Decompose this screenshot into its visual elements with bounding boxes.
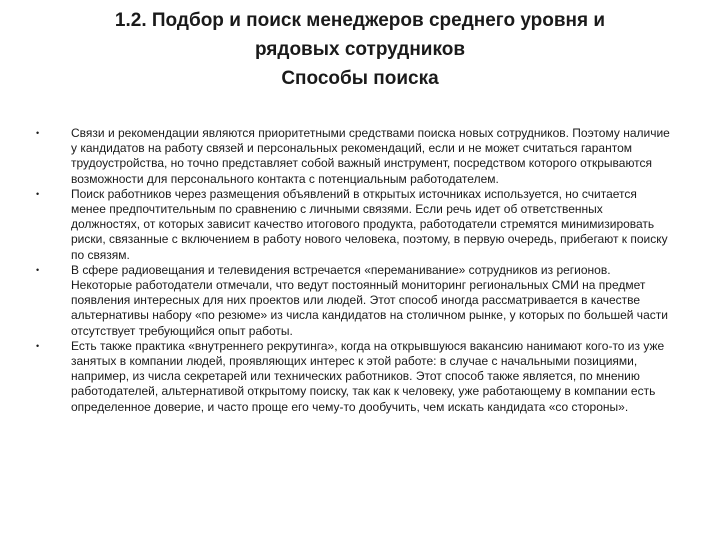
bullet-item-4	[0, 339, 720, 415]
bullet-dot-icon: •	[36, 128, 40, 138]
slide-title	[40, 6, 680, 93]
bullet-text: Связи и рекомендации являются приоритетными средствами поиска новых сотрудников. Поэтому наличие у кандидатов на работу связей и персональных рекомендаций, если и не может считаться гарантом трудоустройства, но точно представляет собой важный инструмент, посредством которого открываются возможности для персонального контакта с потенциальным работодателем.	[71, 126, 670, 186]
bullet-text: Поиск работников через размещения объявлений в открытых источниках используется, но считается менее предпочтительным по сравнению с личными связями. Если речь идет об ответственных должностях, от которых зависит качество итогового продукта, работодатели стремятся минимизировать риски, связанные с включением в работу нового человека, поэтому, в первую очередь, прибегают к поиску по связям.	[71, 186, 668, 262]
bullet-text: Есть также практика «внутреннего рекрутинга», когда на открывшуюся вакансию нанимают кого-то из уже занятых в компании людей, проявляющих интерес к этой работе: в случае с начальными позициями, например, из числа секретарей или технических работников. Этот способ также является, по мнению работодателей, альтернативой открытому поиску, так как к человеку, уже работающему в компании есть определенное доверие, и часто проще его чему-то дообучить, чем искать кандидата «со стороны».	[71, 338, 665, 414]
bullet-list	[0, 126, 720, 415]
title-line-1: 1.2. Подбор и поиск менеджеров среднего уровня и	[114, 10, 606, 31]
bullet-text: В сфере радиовещания и телевидения встречается «переманивание» сотрудников из регионов. Некоторые работодатели отмечали, что ведут постоянный мониторинг региональных СМИ на предмет появления интересных для них проектов или людей. Этот способ иногда рассматривается в качестве альтернативы набору «по резюме» из числа кандидатов на столичном рынке, у которых по большей части отсутствует требующийся опыт работы.	[71, 262, 668, 338]
title-line-3: Способы поиска	[281, 68, 439, 89]
title-line-2: рядовых сотрудников	[254, 39, 466, 60]
bullet-item-2	[0, 187, 720, 263]
bullet-dot-icon: •	[36, 188, 40, 199]
bullet-item-1	[0, 126, 720, 187]
bullet-item-3	[0, 263, 720, 339]
bullet-dot-icon: •	[36, 264, 40, 275]
bullet-dot-icon: •	[36, 340, 40, 351]
